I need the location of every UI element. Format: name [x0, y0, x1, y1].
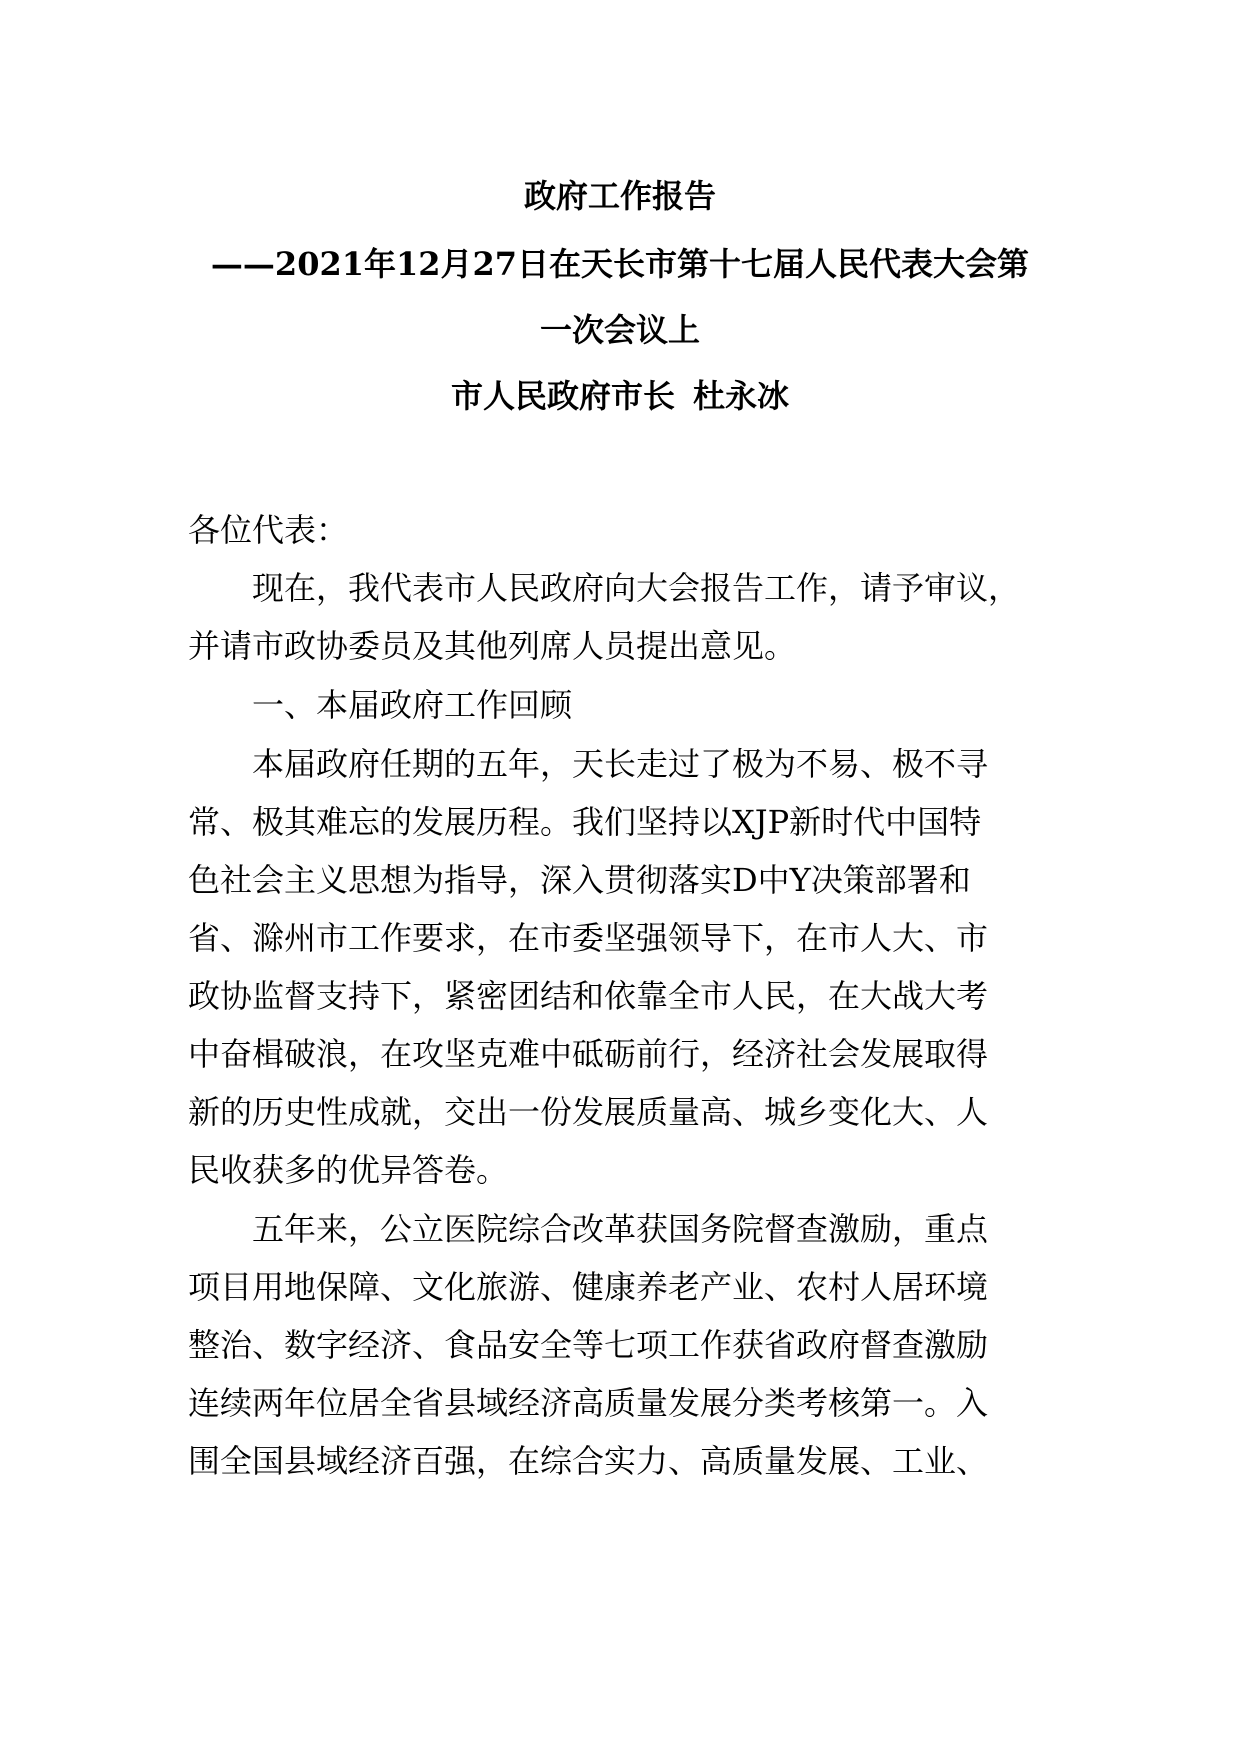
paragraph-line: 色社会主义思想为指导，深入贯彻落实D中Y决策部署和: [188, 861, 971, 899]
document-subtitle-line-2: 一次会议上: [539, 311, 700, 349]
paragraph-line: 整治、数字经济、食品安全等七项工作获省政府督查激励: [188, 1326, 989, 1364]
document-title: 政府工作报告: [523, 177, 716, 215]
paragraph-line: 中奋楫破浪，在攻坚克难中砥砺前行，经济社会发展取得: [188, 1035, 989, 1073]
paragraph-line: 本届政府任期的五年，天长走过了极为不易、极不寻: [252, 745, 989, 783]
paragraph-line: 政协监督支持下，紧密团结和依靠全市人民，在大战大考: [188, 977, 989, 1015]
section-heading: 一、本届政府工作回顾: [252, 686, 573, 724]
paragraph-line: 民收获多的优异答卷。: [188, 1151, 509, 1189]
paragraph-line: 围全国县域经济百强，在综合实力、高质量发展、工业、: [188, 1442, 989, 1480]
author-title: 市人民政府市长: [450, 377, 675, 415]
paragraph-line: 并请市政协委员及其他列席人员提出意见。: [188, 627, 797, 665]
document-author: [150, 376, 1090, 416]
paragraph-line: 项目用地保障、文化旅游、健康养老产业、农村人居环境: [188, 1268, 989, 1306]
author-name: 杜永冰: [693, 377, 790, 415]
document-subtitle-line-1: ——2021年12月27日在天长市第十七届人民代表大会第: [210, 245, 1030, 283]
paragraph-line: 现在，我代表市人民政府向大会报告工作，请予审议，: [252, 569, 1021, 607]
salutation: 各位代表：: [188, 511, 349, 549]
paragraph-line: 省、滁州市工作要求，在市委坚强领导下，在市人大、市: [188, 919, 989, 957]
paragraph-line: 五年来，公立医院综合改革获国务院督查激励，重点: [252, 1210, 989, 1248]
paragraph-line: 常、极其难忘的发展历程。我们坚持以XJP新时代中国特: [188, 803, 982, 841]
paragraph-line: 新的历史性成就，交出一份发展质量高、城乡变化大、人: [188, 1093, 989, 1131]
paragraph-line: 连续两年位居全省县域经济高质量发展分类考核第一。入: [188, 1384, 989, 1422]
